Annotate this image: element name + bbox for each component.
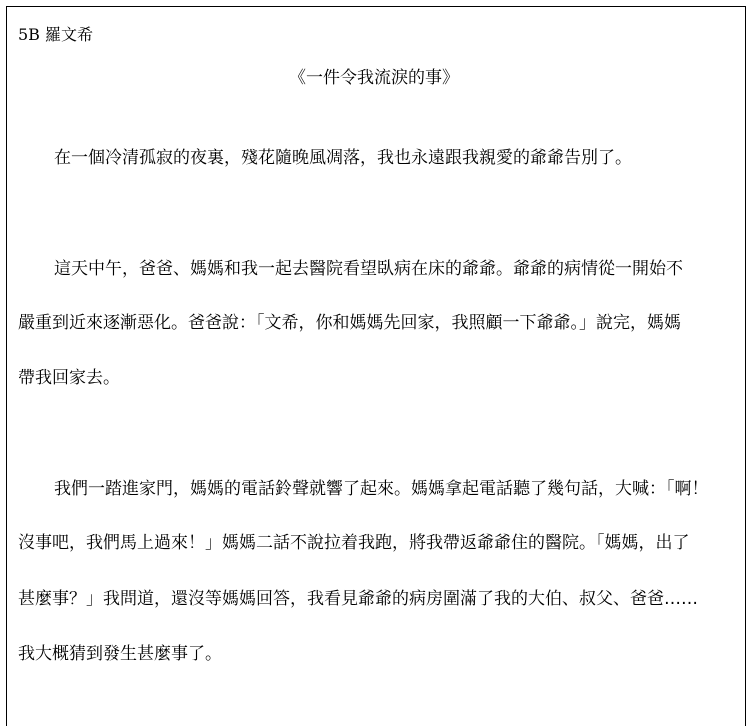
- paragraph-1-line-1: 在一個冷清孤寂的夜裏，殘花隨晚風凋落，我也永遠跟我親愛的爺爺告別了。: [54, 148, 632, 168]
- paragraph-3-line-4: 我大概猜到發生甚麼事了。: [18, 644, 222, 664]
- class-and-author: 5B 羅文希: [18, 25, 94, 44]
- paragraph-3-line-1: 我們一踏進家門，媽媽的電話鈴聲就響了起來。媽媽拿起電話聽了幾句話，大喊：「啊！: [54, 479, 709, 499]
- paragraph-2-line-2: 嚴重到近來逐漸惡化。爸爸說：「文希，你和媽媽先回家，我照顧一下爺爺。」說完，媽媽: [18, 313, 681, 333]
- paragraph-3-line-3: 甚麼事？」我問道，還沒等媽媽回答，我看見爺爺的病房圍滿了我的大伯、叔父、爸爸……: [18, 589, 698, 609]
- paragraph-3-line-2: 沒事吧，我們馬上過來！」媽媽二話不說拉着我跑，將我帶返爺爺住的醫院。「媽媽，出了: [18, 533, 690, 553]
- paragraph-2-line-3: 帶我回家去。: [18, 368, 120, 388]
- essay-title: 《一件令我流淚的事》: [289, 68, 459, 88]
- document-page: [6, 6, 746, 726]
- paragraph-2-line-1: 這天中午，爸爸、媽媽和我一起去醫院看望臥病在床的爺爺。爺爺的病情從一開始不: [54, 259, 683, 279]
